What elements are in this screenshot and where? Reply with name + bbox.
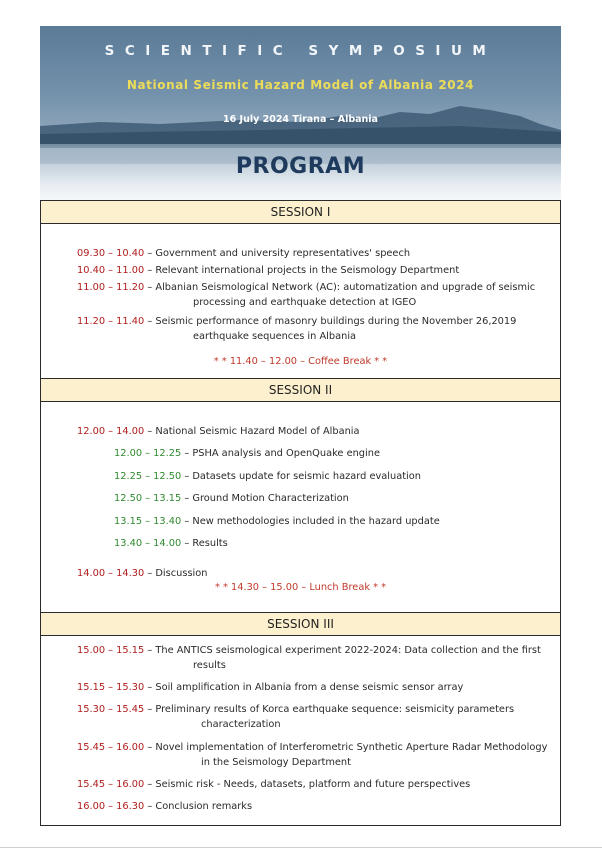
item-title: Preliminary results of Korca earthquake sequence: seismicity parameters xyxy=(155,704,515,715)
item-separator: – xyxy=(144,779,156,790)
schedule-item xyxy=(77,424,360,439)
item-time: 13.40 – 14.00 xyxy=(114,538,182,549)
item-time: 13.15 – 13.40 xyxy=(114,516,182,527)
item-title: Discussion xyxy=(155,568,208,579)
item-separator: – xyxy=(144,426,156,437)
schedule-subitem xyxy=(114,491,349,506)
session-header: SESSION III xyxy=(41,612,560,636)
item-separator: – xyxy=(144,682,156,693)
item-time: 16.00 – 16.30 xyxy=(77,801,145,812)
item-title: Albanian Seismological Network (AC): automatization and upgrade of seismic xyxy=(155,282,536,293)
item-title: National Seismic Hazard Model of Albania xyxy=(155,426,360,437)
schedule-item xyxy=(77,702,514,732)
lunch-break: * * 14.30 – 15.00 – Lunch Break * * xyxy=(214,582,387,593)
date-location: 16 July 2024 Tirana – Albania xyxy=(223,114,378,125)
item-time: 15.30 – 15.45 xyxy=(77,704,145,715)
item-title-continued: earthquake sequences in Albania xyxy=(193,331,357,342)
item-title: Government and university representatives' speech xyxy=(155,248,411,259)
item-title: PSHA analysis and OpenQuake engine xyxy=(192,448,380,459)
item-title: Relevant international projects in the Seismology Department xyxy=(155,265,460,276)
item-separator: – xyxy=(144,742,156,753)
item-time: 10.40 – 11.00 xyxy=(77,265,145,276)
item-time: 15.15 – 15.30 xyxy=(77,682,145,693)
schedule-item xyxy=(77,314,516,344)
item-time: 12.25 – 12.50 xyxy=(114,471,182,482)
item-time: 15.45 – 16.00 xyxy=(77,742,145,753)
schedule-item xyxy=(77,280,535,310)
item-time: 15.45 – 16.00 xyxy=(77,779,145,790)
item-time: 09.30 – 10.40 xyxy=(77,248,145,259)
session-header: SESSION I xyxy=(41,200,560,224)
item-separator: – xyxy=(181,516,193,527)
item-separator: – xyxy=(144,248,156,259)
header-banner xyxy=(40,26,561,200)
schedule-item xyxy=(77,263,459,278)
schedule-subitem xyxy=(114,446,380,461)
item-title: Soil amplification in Albania from a dense seismic sensor array xyxy=(155,682,464,693)
schedule-item xyxy=(77,740,547,770)
session-header: SESSION II xyxy=(41,378,560,402)
item-separator: – xyxy=(181,538,193,549)
schedule-item xyxy=(77,777,470,792)
item-time: 11.20 – 11.40 xyxy=(77,316,145,327)
item-title: Novel implementation of Interferometric Synthetic Aperture Radar Methodology xyxy=(155,742,548,753)
item-title: Results xyxy=(192,538,228,549)
item-title-continued: processing and earthquake detection at IGEO xyxy=(193,297,417,308)
item-title: The ANTICS seismological experiment 2022-2024: Data collection and the first xyxy=(155,645,541,656)
item-separator: – xyxy=(144,282,156,293)
item-time: 12.00 – 12.25 xyxy=(114,448,182,459)
item-title: Ground Motion Characterization xyxy=(192,493,349,504)
schedule-subitem xyxy=(114,514,440,529)
schedule-item xyxy=(77,799,252,814)
schedule-item xyxy=(77,643,541,673)
item-title: New methodologies included in the hazard update xyxy=(192,516,440,527)
page-bottom-divider xyxy=(0,847,602,848)
item-time: 11.00 – 11.20 xyxy=(77,282,145,293)
coffee-break: * * 11.40 – 12.00 – Coffee Break * * xyxy=(213,356,388,367)
item-title: Seismic risk - Needs, datasets, platform and future perspectives xyxy=(155,779,471,790)
schedule-item xyxy=(77,246,410,261)
item-title-continued: characterization xyxy=(201,719,281,730)
item-separator: – xyxy=(181,448,193,459)
item-title: Conclusion remarks xyxy=(155,801,253,812)
item-time: 15.00 – 15.15 xyxy=(77,645,145,656)
schedule-subitem xyxy=(114,536,228,551)
item-time: 12.00 – 14.00 xyxy=(77,426,145,437)
item-separator: – xyxy=(144,568,156,579)
item-time: 14.00 – 14.30 xyxy=(77,568,145,579)
item-title-continued: in the Seismology Department xyxy=(201,757,351,768)
page-title: PROGRAM xyxy=(235,154,366,179)
item-separator: – xyxy=(144,265,156,276)
item-separator: – xyxy=(144,645,156,656)
item-title: Datasets update for seismic hazard evaluation xyxy=(192,471,421,482)
schedule-item xyxy=(77,680,463,695)
item-separator: – xyxy=(144,801,156,812)
symposium-subtitle: National Seismic Hazard Model of Albania 2024 xyxy=(126,78,475,92)
item-separator: – xyxy=(144,704,156,715)
item-title: Seismic performance of masonry buildings during the November 26,2019 xyxy=(155,316,517,327)
program-schedule xyxy=(40,200,561,826)
item-separator: – xyxy=(181,471,193,482)
schedule-item xyxy=(77,566,207,581)
item-time: 12.50 – 13.15 xyxy=(114,493,182,504)
schedule-subitem xyxy=(114,469,421,484)
symposium-title: SCIENTIFIC SYMPOSIUM xyxy=(104,43,497,59)
item-separator: – xyxy=(144,316,156,327)
item-separator: – xyxy=(181,493,193,504)
item-title-continued: results xyxy=(193,660,226,671)
